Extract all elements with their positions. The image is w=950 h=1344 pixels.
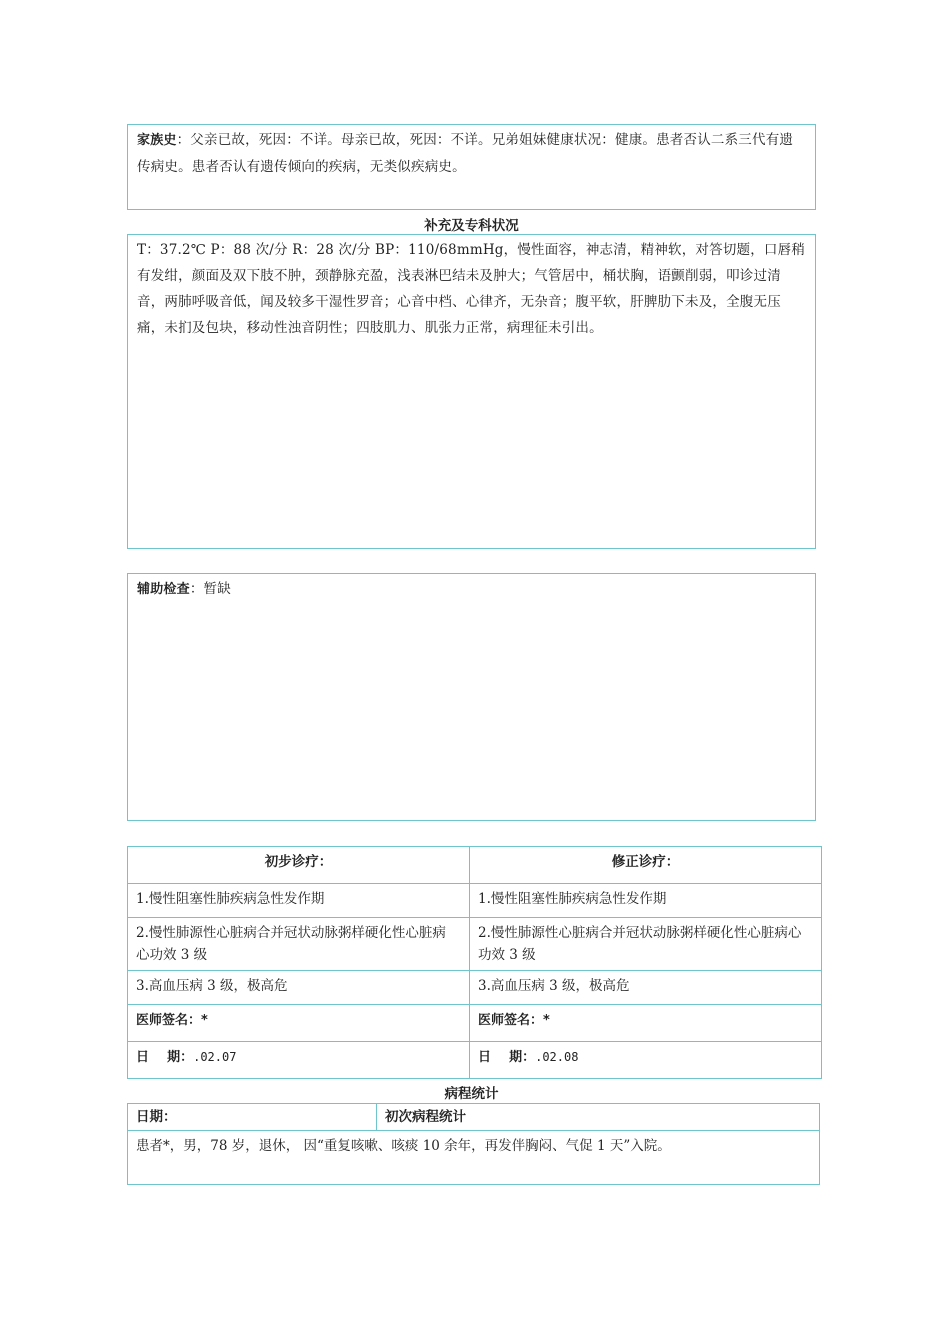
revised-diagnosis-item: 2.慢性肺源性心脏病合并冠状动脉粥样硬化性心脏病心功效 3 级 — [470, 918, 822, 971]
course-record-table — [127, 1103, 820, 1185]
table-row — [128, 971, 822, 1005]
revised-diagnosis-item: 3.高血压病 3 级，极高危 — [470, 971, 822, 1005]
course-header-row — [128, 1104, 820, 1131]
revised-signature-value: * — [543, 1013, 550, 1028]
table-row — [128, 918, 822, 971]
course-record-heading: 初次病程统计 — [377, 1104, 820, 1131]
initial-diagnosis-item: 1.慢性阻塞性肺疾病急性发作期 — [128, 884, 470, 918]
initial-signature-label: 医师签名： — [136, 1013, 202, 1028]
initial-diagnosis-item: 3.高血压病 3 级，极高危 — [128, 971, 470, 1005]
revised-diagnosis-header: 修正诊疗： — [470, 847, 822, 884]
revised-diagnosis-item: 1.慢性阻塞性肺疾病急性发作期 — [470, 884, 822, 918]
revised-date-cell — [470, 1042, 822, 1079]
revised-date-value: .02.08 — [535, 1050, 579, 1064]
initial-signature-cell — [128, 1005, 470, 1042]
family-history-text: ：父亲已故，死因：不详。母亲已故，死因：不详。兄弟姐妹健康状况：健康。患者否认二系三代有遗传病史。患者否认有遗传倾向的疾病，无类似疾病史。 — [137, 132, 794, 175]
supplement-title: 补充及专科状况 — [424, 218, 519, 234]
diagnosis-header-row — [128, 847, 822, 884]
course-body-row — [128, 1131, 820, 1185]
revised-date-label: 日 期： — [478, 1050, 536, 1065]
course-date-label: 日期： — [128, 1104, 377, 1131]
initial-date-label: 日 期： — [136, 1050, 194, 1065]
family-history-section — [127, 124, 816, 210]
auxiliary-exam-text: ：暂缺 — [189, 581, 231, 597]
course-record-text: 患者*，男，78 岁，退休， 因“重复咳嗽、咳痰 10 余年，再发伴胸闷、气促 1 天”入院。 — [128, 1131, 820, 1185]
initial-diagnosis-header: 初步诊疗： — [128, 847, 470, 884]
auxiliary-exam-section — [127, 573, 816, 821]
course-record-title: 病程统计 — [444, 1086, 499, 1102]
revised-signature-cell — [470, 1005, 822, 1042]
initial-date-value: .02.07 — [193, 1050, 237, 1064]
initial-date-cell — [128, 1042, 470, 1079]
supplement-section — [127, 234, 816, 549]
diagnosis-table — [127, 846, 822, 1079]
date-row — [128, 1042, 822, 1079]
auxiliary-exam-label: 辅助检查 — [137, 582, 190, 597]
initial-diagnosis-item: 2.慢性肺源性心脏病合并冠状动脉粥样硬化性心脏病 心功效 3 级 — [128, 918, 470, 971]
supplement-text: T：37.2℃ P：88 次/分 R：28 次/分 BP：110/68mmHg，慢性面容，神志清，精神软，对答切题，口唇稍有发绀，颜面及双下肢不肿，颈静脉充盈，浅表淋巴结未及肿大；气管居中，桶状胸，语颤削弱，叩诊过清音，两肺呼吸音低，闻及较多干湿性罗音；心音中档、心律齐，无杂音；腹平软，肝脾肋下未及，全腹无压痛，未扪及包块，移动性浊音阴性；四肢肌力、肌张力正常，病理征未引出。 — [137, 242, 806, 336]
family-history-label: 家族史 — [137, 133, 177, 148]
revised-signature-label: 医师签名： — [478, 1013, 544, 1028]
table-row — [128, 884, 822, 918]
signature-row — [128, 1005, 822, 1042]
initial-signature-value: * — [201, 1013, 208, 1028]
